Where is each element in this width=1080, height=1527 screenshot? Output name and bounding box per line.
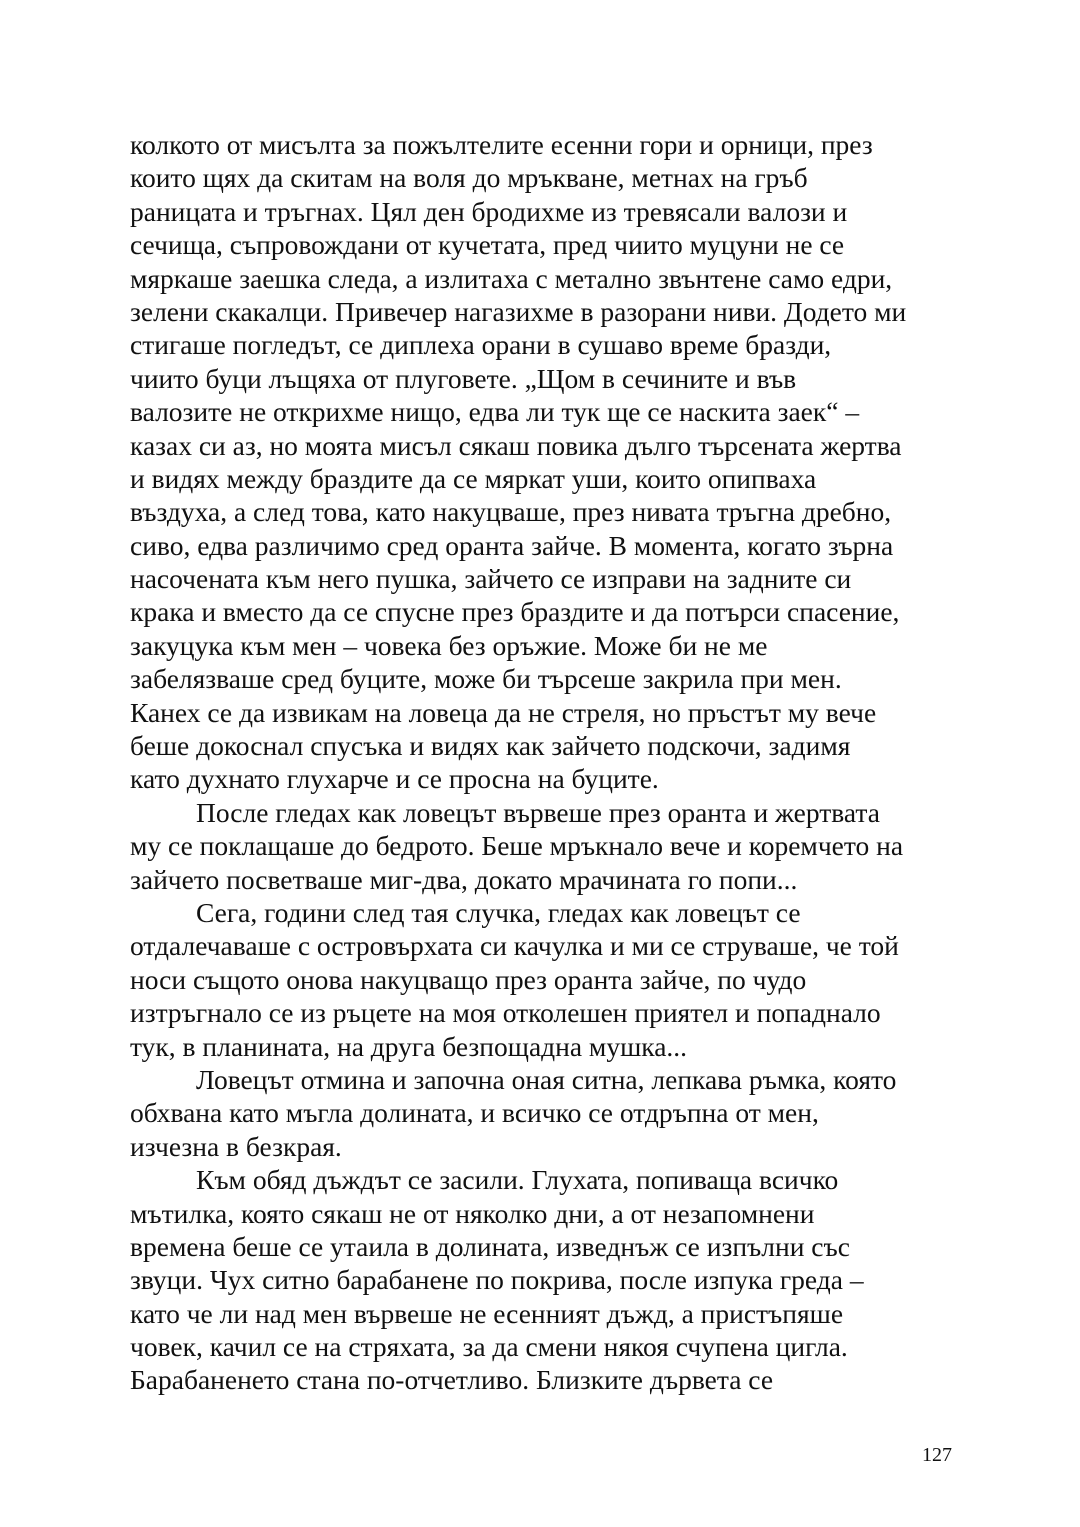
text-line: валозите не открихме нищо, едва ли тук ще се наскита заек“ – bbox=[130, 396, 860, 428]
text-line: тук, в планината, на друга безпощадна мушка... bbox=[130, 1030, 688, 1062]
text-line: които щях да скитам на воля до мръкване, метнах на гръб bbox=[130, 162, 808, 194]
text-line: като че ли над мен вървеше не есенният дъжд, а пристъпяше bbox=[130, 1297, 844, 1329]
text-line: чиито буци лъщяха от плуговете. „Щом в сечините и във bbox=[130, 362, 797, 394]
text-line: носи същото онова накуцващо през оранта зайче, по чудо bbox=[130, 963, 807, 995]
text-line: казах си аз, но моята мисъл сякаш повика дълго търсената жертва bbox=[130, 429, 902, 461]
text-line: забелязваше сред буците, може би търсеше закрила при мен. bbox=[130, 663, 842, 695]
paragraph-first-line: Ловецът отмина и започна оная ситна, лепкава ръмка, която bbox=[196, 1063, 897, 1095]
text-line: му се поклащаше до бедрото. Беше мръкнало вече и коремчето на bbox=[130, 830, 904, 862]
text-line: Канех се да извикам на ловеца да не стреля, но пръстът му вече bbox=[130, 696, 877, 728]
text-line: зелени скакалци. Привечер нагазихме в разорани ниви. Додето ми bbox=[130, 295, 907, 327]
text-line: като духнато глухарче и се просна на буците. bbox=[130, 763, 659, 795]
text-line: Барабаненето стана по-отчетливо. Близките дървета се bbox=[130, 1364, 774, 1396]
text-line: зайчето посветваше миг-два, докато мрачината го попи... bbox=[130, 863, 798, 895]
text-line: изтръгнало се из ръцете на моя отколешен приятел и попаднало bbox=[130, 997, 881, 1029]
text-line: стигаше погледът, се диплеха орани в сушаво време бразди, bbox=[130, 329, 832, 361]
paragraph-first-line: Към обяд дъждът се засили. Глухата, попиваща всичко bbox=[196, 1164, 839, 1196]
text-line: раницата и тръгнах. Цял ден бродихме из тревясали валози и bbox=[130, 195, 848, 227]
text-line: сечища, съпровождани от кучетата, пред чиито муцуни не се bbox=[130, 229, 845, 261]
paragraph-first-line: Сега, години след тая случка, гледах как ловецът се bbox=[196, 896, 801, 928]
text-line: човек, качил се на стряхата, за да смени някоя счупена цигла. bbox=[130, 1331, 848, 1363]
text-line: крака и вместо да се спусне през браздите и да потърси спасение, bbox=[130, 596, 900, 628]
text-line: насочената към него пушка, зайчето се изправи на задните си bbox=[130, 563, 852, 595]
text-line: мяркаше заешка следа, а излитаха с метално звънтене само едри, bbox=[130, 262, 893, 294]
text-line: и видях между браздите да се мяркат уши, които опипваха bbox=[130, 462, 817, 494]
text-line: отдалечаваше с островърхата си качулка и ми се струваше, че той bbox=[130, 930, 899, 962]
paragraph-first-line: После гледах как ловецът вървеше през оранта и жертвата bbox=[196, 796, 880, 828]
page-number: 127 bbox=[922, 1444, 952, 1466]
text-line: сиво, едва различимо сред оранта зайче. В момента, когато зърна bbox=[130, 529, 894, 561]
body-text bbox=[130, 128, 960, 1397]
text-line: обхвана като мъгла долината, и всичко се отдръпна от мен, bbox=[130, 1097, 819, 1129]
text-line: колкото от мисълта за пожълтелите есенни гори и орници, през bbox=[130, 129, 873, 160]
text-line: беше докоснал спусъка и видях как зайчето подскочи, задимя bbox=[130, 730, 851, 762]
text-line: въздуха, а след това, като накуцваше, през нивата тръгна дребно, bbox=[130, 496, 892, 528]
text-line: звуци. Чух ситно барабанене по покрива, после изпука греда – bbox=[130, 1264, 864, 1296]
text-line: времена беше се утаила в долината, изведнъж се изпълни със bbox=[130, 1230, 850, 1262]
text-line: изчезна в безкрая. bbox=[130, 1130, 342, 1162]
text-line: мътилка, която сякаш не от няколко дни, а от незапомнени bbox=[130, 1197, 815, 1229]
text-line: закуцука към мен – човека без оръжие. Може би не ме bbox=[130, 629, 768, 661]
